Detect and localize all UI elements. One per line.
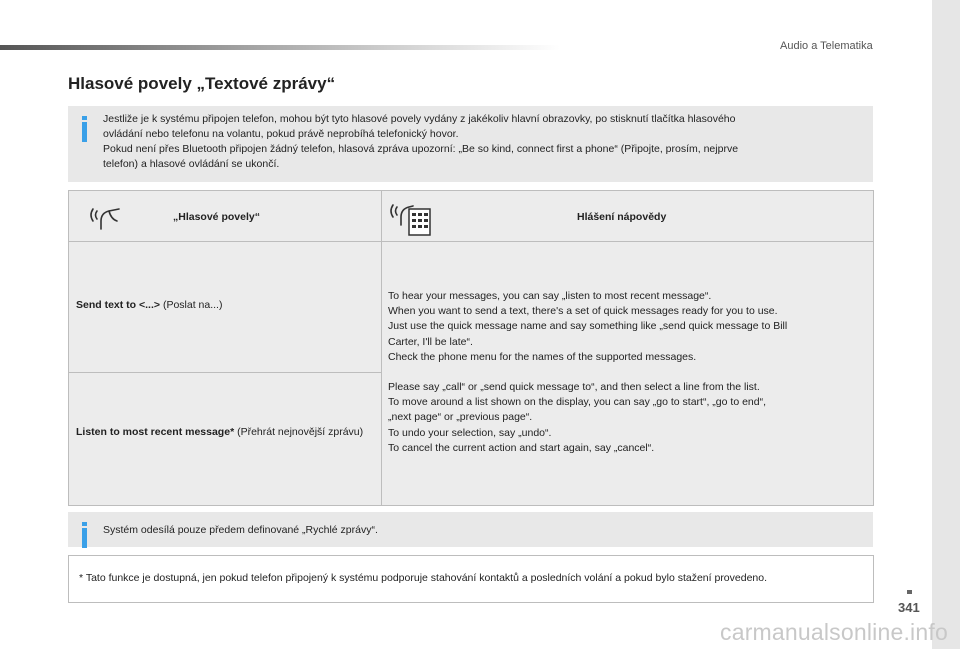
help-line: To hear your messages, you can say „listen to most recent message“.	[388, 290, 712, 302]
page-edge-tab	[932, 0, 960, 649]
info-box-top	[68, 106, 873, 182]
section-title: Audio a Telematika	[780, 40, 873, 52]
help-paragraph-2	[388, 380, 858, 456]
command-translation: (Přehrát nejnovější zprávu)	[234, 426, 364, 438]
footnote: * Tato funkce je dostupná, jen pokud telefon připojený k systému podporuje stahování kontaktů a posledních volání a pokud bylo stažení provedeno.	[68, 555, 874, 603]
info-line: Pokud není přes Bluetooth připojen žádný telefon, hlasová zpráva upozorní: „Be so kind, connect first a phone“ (Připojte, prosím, nejprve	[103, 143, 739, 155]
footnote-star: *	[230, 426, 235, 438]
info-line: Jestliže je k systému připojen telefon, mohou být tyto hlasové povely vydány z jakékoliv hlavní obrazovky, po stisknutí tlačítka hlasového	[103, 113, 736, 125]
info-text: Systém odesílá pouze předem definované „Rychlé zprávy“.	[103, 524, 378, 536]
help-line: When you want to send a text, there's a set of quick messages ready for you to use.	[388, 305, 778, 318]
page-marker	[907, 590, 912, 594]
watermark: carmanualsonline.info	[720, 619, 948, 645]
page-number: 341	[898, 600, 920, 615]
help-line: Check the phone menu for the names of the supported messages.	[388, 350, 697, 363]
info-box-bottom	[68, 512, 873, 547]
column-header-help: Hlášení nápovědy	[577, 211, 667, 223]
info-line: ovládání nebo telefonu na volantu, pokud právě neprobíhá telefonický hovor.	[103, 128, 459, 140]
command-name: Send text to <...>	[76, 299, 161, 311]
command-send-text	[76, 297, 371, 313]
table-divider	[69, 372, 381, 373]
info-line: telefon) a hlasové ovládání se ukončí.	[103, 158, 280, 170]
page-title: Hlasové povely „Textové zprávy“	[68, 74, 336, 93]
voice-command-icon	[87, 199, 123, 233]
help-line: Carter, I'll be late“.	[388, 335, 473, 348]
help-line: Please say „call“ or „send quick message to“, and then select a line from the list.	[388, 381, 760, 393]
header-gradient-bar	[0, 45, 560, 50]
help-paragraph-1	[388, 289, 858, 365]
help-line: To undo your selection, say „undo“.	[388, 426, 552, 439]
help-line: To cancel the current action and start again, say „cancel“.	[388, 441, 655, 454]
info-icon	[82, 122, 87, 142]
command-name: Listen to most recent message	[76, 426, 231, 438]
column-header-commands: „Hlasové povely“	[173, 211, 260, 223]
table-divider	[381, 191, 382, 505]
help-message-icon	[389, 195, 433, 237]
help-line: To move around a list shown on the display, you can say „go to start“, „go to end“,	[388, 396, 767, 409]
help-line: „next page“ or „previous page“.	[388, 411, 533, 424]
voice-commands-table	[68, 190, 874, 506]
help-line: Just use the quick message name and say something like „send quick message to Bill	[388, 320, 788, 333]
info-icon	[82, 528, 87, 548]
command-translation: (Poslat na...)	[160, 299, 223, 311]
table-divider	[69, 241, 873, 242]
command-listen-recent	[76, 424, 371, 440]
